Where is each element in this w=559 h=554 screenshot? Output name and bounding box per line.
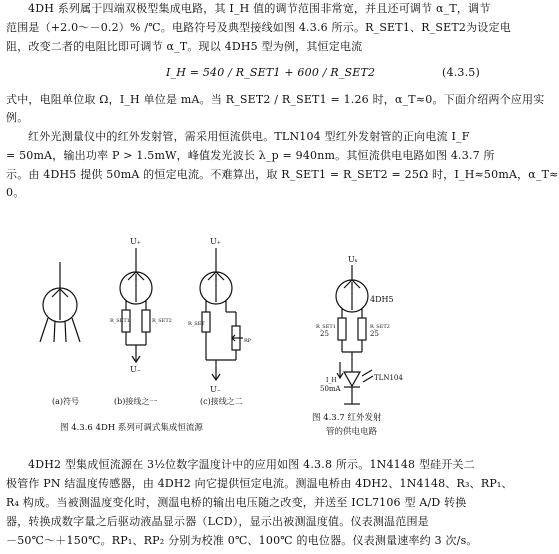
f437-vcc: Uₛ	[348, 255, 358, 264]
paragraph-2-line-2: 例。	[6, 111, 29, 124]
figure-b-wiring	[120, 248, 152, 362]
b-rset1: R_SET1	[110, 318, 130, 324]
paragraph-2-line-1: 式中，电阻单位取 Ω，I_H 单位是 mA。当 R_SET2 / R_SET1 = 1.26 时，α_T≈0。下面介绍两个应用实	[6, 93, 545, 106]
f437-rset2: R_SET2	[370, 324, 390, 330]
c-rp: RP	[244, 338, 252, 344]
f437-current: I_H	[326, 377, 337, 384]
paragraph-3-line-1: 红外光测量仪中的红外发射管，需采用恒流供电。TLN104 型红外发射管的正向电流 I_F	[28, 130, 470, 143]
caption-436: 图 4.3.6 4DH 系列可调式集成恒流源	[60, 423, 203, 433]
c-u-plus: U₊	[210, 237, 221, 246]
c-u-minus: U₋	[210, 385, 221, 394]
figure-a-symbol	[40, 262, 80, 342]
caption-437-line-1: 图 4.3.7 红外发射	[312, 413, 382, 423]
formula-number: (4.3.5)	[442, 66, 480, 79]
paragraph-3-line-2: = 50mA，输出功率 P > 1.5mW，峰值发光波长 λ_p = 940nm。其恒流供电电路如图 4.3.7 所	[6, 149, 495, 162]
f437-rset2-val: 25	[370, 330, 379, 338]
paragraph-3-line-3: 示。由 4DH5 提供 50mA 的恒定电流。不难算出，取 R_SET1 = R_SET2 = 25Ω 时，I_H≈50mA，α_T≈	[6, 168, 559, 181]
paragraph-1-line-1: 4DH 系列属于四端双极型集成电路，其 I_H 值的调节范围非常宽，并且还可调节 α_T，调节	[28, 2, 491, 15]
label-c: (c)接线之二	[200, 397, 243, 406]
formula-text: I_H = 540 / R_SET1 + 600 / R_SET2	[166, 66, 376, 79]
label-b: (b)接线之一	[114, 397, 158, 406]
caption-437-line-2: 管的供电电路	[326, 427, 378, 437]
b-rset2: R_SET2	[152, 318, 172, 324]
f437-current-val: 50mA	[320, 385, 341, 393]
paragraph-4-line-4: 器，转换成数字量之后驱动液晶显示器（LCD），显示出被测温度值。仪表测温范围是	[6, 515, 429, 528]
label-a: (a)符号	[52, 397, 80, 406]
f437-rset1-val: 25	[320, 330, 329, 338]
c-rset: R_SET	[188, 321, 205, 327]
f437-chip: 4DH5	[370, 295, 394, 304]
paragraph-4-line-3: R₄ 构成。当被测温度变化时，测温电桥的输出电压随之改变，并送至 ICL7106 型 A/D 转换	[6, 496, 467, 509]
paragraph-4-line-1: 4DH2 型集成恒流源在 3½位数字温度计中的应用如图 4.3.8 所示。1N4148 型硅开关二	[28, 458, 475, 471]
f437-rset1: R_SET1	[316, 324, 336, 330]
paragraph-1-line-3: 阻，改变二者的电阻比即可调节 α_T。现以 4DH5 型为例，其恒定电流	[6, 40, 363, 53]
figure-c-wiring	[200, 248, 243, 380]
f437-led: TLN104	[374, 374, 403, 382]
paragraph-4-line-5: －50℃～＋150℃。RP₁、RP₂ 分别为校准 0℃、100℃ 的电位器。仪表测量速率约 3 次/s。	[6, 534, 478, 547]
paragraph-3-line-4: 0。	[6, 186, 25, 199]
b-u-minus: U₋	[130, 365, 141, 374]
figure-437-circuit	[336, 265, 373, 404]
b-u-plus: U₊	[130, 237, 141, 246]
paragraph-1-line-2: 范围是（+2.0～－0.2）% /℃。电路符号及典型接线如图 4.3.6 所示。R_SET1、R_SET2为设定电	[6, 21, 511, 34]
paragraph-4-line-2: 极管作 PN 结温度传感器，由 4DH2 向它提供恒定电流。测温电桥由 4DH2、1N4148、R₃、RP₁、	[6, 477, 513, 490]
